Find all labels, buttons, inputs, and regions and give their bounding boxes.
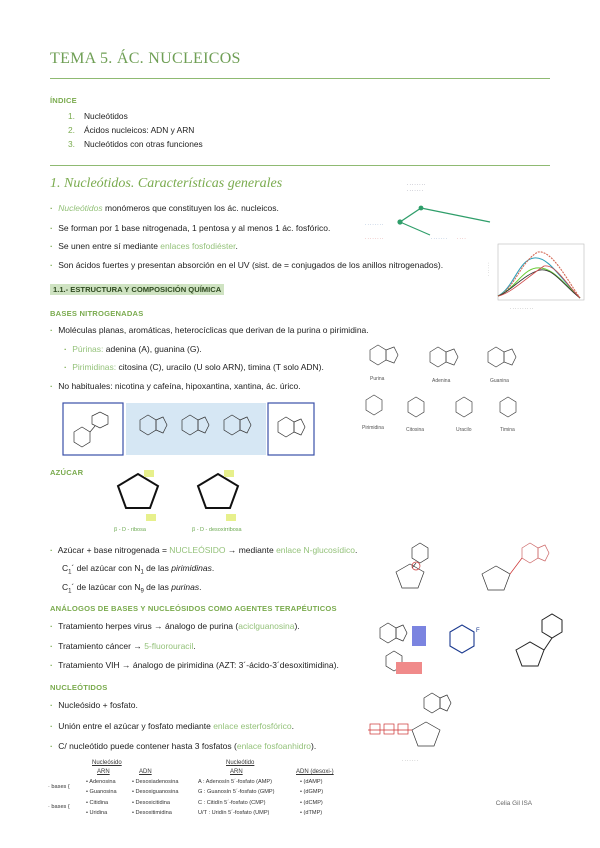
bullet-herpes: · Tratamiento herpes virus → ánalogo de purina (aciclguanosina). xyxy=(50,621,300,631)
bullet-nucleotidos: · Nucleótidos monómeros que constituyen los ác. nucleicos. xyxy=(50,203,279,213)
toc-item-1[interactable] xyxy=(68,111,128,121)
table-row: • Guanosina xyxy=(86,789,117,795)
table-row: • Uridina xyxy=(86,810,108,816)
bullet-composition: · Se forman por 1 base nitrogenada, 1 pentosa y al menos 1 ác. fosfórico. xyxy=(50,223,330,233)
table-row: G : Guanosín 5´-fosfato (GMP) xyxy=(198,789,275,795)
bullet-bases-structure: · Moléculas planas, aromáticas, heterocíclicas que derivan de la purina o pirimidina. xyxy=(50,325,369,335)
pyrimidine-structures xyxy=(358,382,548,434)
unusual-bases-figure xyxy=(62,402,318,458)
table-row: • Desoxiadenosina xyxy=(132,779,179,785)
uv-absorption-chart xyxy=(480,238,588,316)
author-footer: Celia Gil ISA xyxy=(495,800,532,807)
table-row: C : Citidín 5´-fosfato (CMP) xyxy=(198,800,266,806)
citosina-label: Citosina xyxy=(406,427,425,433)
table-row: • Desoxiguanosina xyxy=(132,789,179,795)
bullet-cancer: · Tratamiento cáncer → 5-fluorouracil. xyxy=(50,641,196,651)
bullet-unusual-bases: · No habituales: nicotina y cafeína, hipoxantina, xantina, ác. úrico. xyxy=(50,381,301,391)
col-arn: ARN xyxy=(97,769,110,775)
svg-text:· · · · · · ·: · · · · · · · xyxy=(407,188,423,193)
svg-text:F: F xyxy=(476,628,480,634)
timina-label: Timina xyxy=(500,427,515,433)
uracilo-label: Uracilo xyxy=(456,427,472,433)
toc-num: 1. xyxy=(68,111,75,121)
table-row: • Desoxitimidina xyxy=(132,810,172,816)
nucleotidos-heading: NUCLEÓTIDOS xyxy=(50,683,108,692)
subsection-heading: 1.1.- ESTRUCTURA Y COMPOSICIÓN QUÍMICA xyxy=(50,284,224,295)
purina-label: Purina xyxy=(370,376,385,382)
page-title: TEMA 5. ÁC. NUCLEICOS xyxy=(50,50,241,67)
title-divider xyxy=(50,78,550,79)
purine-bases-label: · bases { xyxy=(48,784,70,790)
toc-num: 3. xyxy=(68,139,75,149)
table-row: • (dGMP) xyxy=(300,789,324,795)
table-row: A : Adenosín 5´-fosfato (AMP) xyxy=(198,779,273,785)
toc-heading: ÍNDICE xyxy=(50,96,77,105)
analogos-heading: ANÁLOGOS DE BASES Y NUCLEÓSIDOS COMO AGENTES TERAPÉUTICOS xyxy=(50,604,337,613)
svg-text:· · · · · · · · · ·: · · · · · · · · · · xyxy=(510,306,534,311)
table-row: U/T : Uridín 5´-fosfato (UMP) xyxy=(198,810,270,816)
bullet-vih: · Tratamiento VIH → ánalogo de pirimidina (AZT: 3´-ácido-3´desoxitimidina). xyxy=(50,660,339,670)
table-row: • Adenosina xyxy=(86,779,116,785)
therapeutic-analogs-figure xyxy=(366,606,588,682)
svg-text:· · · · · · ·: · · · · · · · xyxy=(402,758,418,763)
azucar-heading: AZÚCAR xyxy=(50,468,84,477)
adenina-label: Adenina xyxy=(432,378,451,384)
table-row: • Citidina xyxy=(86,800,109,806)
table-row: • (dAMP) xyxy=(300,779,323,785)
svg-text:· · · · · · · ·: · · · · · · · · xyxy=(407,182,426,187)
bullet-pirimidinas: · Pirimidinas: citosina (C), uracilo (U solo ARN), timina (T solo ADN). xyxy=(64,362,324,372)
desoxirribosa-label: β - D - desoxirribosa xyxy=(192,527,242,533)
bullet-bonds: · Se unen entre sí mediante enlaces fosfodiéster. xyxy=(50,241,238,251)
nucleotide-figure xyxy=(362,690,492,764)
table-row: • (dTMP) xyxy=(300,810,323,816)
bullet-purinas: · Púrinas: adenina (A), guanina (G). xyxy=(64,344,202,354)
bullet-acid-uv: · Son ácidos fuertes y presentan absorción en el UV (sist. de = conjugados de los anillos nitrogenados). xyxy=(50,260,443,270)
col-arn-nt: ARN xyxy=(230,769,243,775)
toc-label: Nucleótidos xyxy=(84,111,128,121)
pirimidina-label: Pirimidina xyxy=(362,425,384,431)
col-adn-nt: ADN (desoxi-) xyxy=(296,769,334,775)
toc-num: 2. xyxy=(68,125,75,135)
toc-label: Ácidos nucleicos: ADN y ARN xyxy=(84,125,195,135)
ribosa-label: β - D - ribosa xyxy=(114,527,146,533)
toc-item-3[interactable] xyxy=(68,139,203,149)
pyrimidine-bases-label: · bases { xyxy=(48,804,70,810)
bases-heading: BASES NITROGENADAS xyxy=(50,309,144,318)
phosphodiester-diagram xyxy=(365,178,500,244)
bullet-ester-bond: · Unión entre el azúcar y fosfato mediante enlace esterfosfórico. xyxy=(50,721,294,731)
table-row: • (dCMP) xyxy=(300,800,323,806)
toc-label: Nucleótidos con otras funciones xyxy=(84,139,203,149)
bullet-nucleotido-def: · Nucleósido + fosfato. xyxy=(50,700,138,710)
section-heading: 1. Nucleótidos. Características generales xyxy=(50,176,283,191)
sugar-structures xyxy=(92,462,272,534)
svg-text:· · · · · · · ·: · · · · · · · · xyxy=(365,236,384,241)
table-row: • Desoxicitidina xyxy=(132,800,171,806)
nucleosido-table-head: Nucleósido xyxy=(92,760,122,766)
toc-item-2[interactable] xyxy=(68,125,194,135)
toc-divider xyxy=(50,165,550,166)
bullet-nucleosido: · Azúcar + base nitrogenada = NUCLEÓSIDO → mediante enlace N-glucosídico. xyxy=(50,545,357,555)
pirimidinas-bond: $C_1´$ del azúcar con $N_1$ de las pirimidinas. xyxy=(62,563,215,576)
purine-structures xyxy=(358,330,548,385)
bullet-phosphates: · C/ nucleótido puede contener hasta 3 fosfatos (enlace fosfoanhidro). xyxy=(50,741,316,751)
svg-text:· · · ·: · · · · xyxy=(457,236,466,241)
nucleotido-table-head: Nucleótido xyxy=(226,760,255,766)
guanina-label: Guanina xyxy=(490,378,509,384)
svg-text:· · · · · · ·: · · · · · · · xyxy=(431,236,447,241)
svg-text:· · · · · · · ·: · · · · · · · · xyxy=(365,222,384,227)
purinas-bond: $C_1´$ de lazúcar con $N_9$ de las purinas. xyxy=(62,582,202,595)
svg-text:· · · · · ·: · · · · · · xyxy=(486,262,491,276)
col-adn: ADN xyxy=(139,769,152,775)
nucleoside-figure xyxy=(372,528,582,600)
